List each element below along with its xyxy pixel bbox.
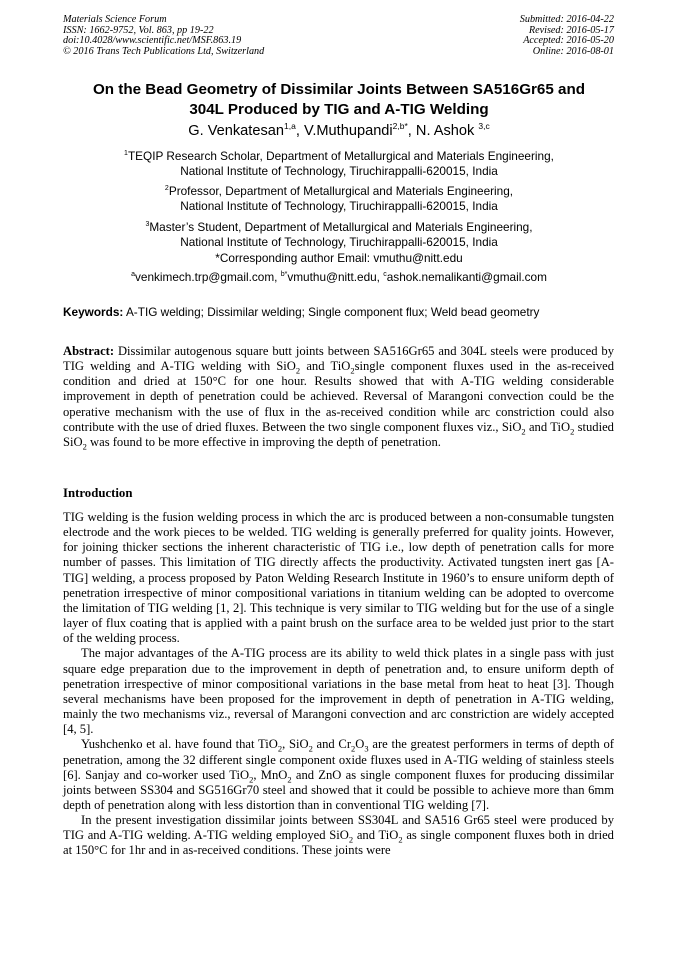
doi-line: doi:10.4028/www.scientific.net/MSF.863.19	[63, 35, 242, 47]
subscript: 2	[521, 426, 526, 437]
abstract-text: and TiO	[300, 359, 351, 374]
affiliation-number: 1	[124, 150, 128, 158]
paragraph-text: In the present investigation dissimilar joints between SS304L and SA516 Gr65 steel were produced by TIG and A-TIG welding. A-TIG welding employed SiO	[63, 813, 614, 843]
keywords	[63, 305, 623, 320]
paragraph	[63, 737, 614, 813]
paragraph-text: , MnO	[253, 767, 288, 782]
author-sup: 1,a	[284, 121, 296, 132]
subscript: 2	[398, 834, 403, 845]
email-text: ashok.nemalikanti@gmail.com	[386, 270, 547, 284]
affiliation-line: National Institute of Technology, Tiruchirappalli-620015, India	[180, 199, 498, 214]
journal-name: Materials Science Forum	[63, 14, 167, 25]
email-sup: a	[131, 271, 135, 279]
section-heading-introduction: Introduction	[63, 486, 133, 500]
abstract-text: and TiO	[525, 419, 571, 434]
author-separator: ,	[407, 123, 416, 139]
subscript: 2	[277, 743, 283, 754]
copyright-line: © 2016 Trans Tech Publications Ltd, Switzerland	[63, 45, 265, 57]
subscript: 2	[351, 743, 356, 754]
affiliation-line	[40, 184, 638, 199]
abstract-text: studied SiO	[63, 419, 614, 449]
abstract-text: Dissimilar autogenous square butt joints between SA516Gr65 and 304L steels were produced by TIG welding and A-TIG welding with SiO	[63, 344, 614, 374]
author-separator: ,	[295, 123, 304, 139]
author-emails	[40, 270, 638, 285]
abstract	[63, 344, 614, 450]
subscript: 2	[350, 365, 355, 376]
affiliation-1	[40, 149, 638, 180]
subscript: 2	[308, 743, 313, 754]
paragraph-text: and Cr	[312, 737, 352, 752]
author-sup: 2,b*	[392, 121, 408, 132]
affiliation-text: Professor, Department of Metallurgical and Materials Engineering,	[168, 184, 514, 198]
paragraph-text: and TiO	[353, 828, 399, 843]
online-date: Online: 2016-08-01	[532, 45, 614, 57]
revised-date: Revised: 2016-05-17	[528, 24, 614, 36]
journal-info	[63, 15, 264, 57]
abstract-label: Abstract:	[63, 344, 115, 358]
title-line-1: On the Bead Geometry of Dissimilar Joints Between SA516Gr65 and	[92, 81, 586, 98]
affiliation-line	[40, 220, 638, 235]
author-name: N. Ashok	[415, 123, 479, 139]
corresponding-author: *Corresponding author Email: vmuthu@nitt.edu	[215, 250, 463, 265]
paragraph-text: , SiO	[282, 737, 309, 752]
affiliation-text: TEQIP Research Scholar, Department of Metallurgical and Materials Engineering,	[127, 149, 554, 163]
subscript: 2	[82, 441, 87, 452]
subscript: 2	[249, 774, 254, 785]
paragraph-text: Yushchenko et al. have found that TiO	[81, 737, 278, 752]
paragraph-text: O	[355, 737, 365, 752]
email-text: vmuthu@nitt.edu,	[287, 270, 384, 284]
subscript: 2	[570, 426, 575, 437]
affiliation-text: Master’s Student, Department of Metallurgical and Materials Engineering,	[149, 220, 533, 234]
paragraph: The major advantages of the A-TIG process are its ability to weld thick plates in a single pass with just square edge preparation due to the improvement in depth of penetration and, to ensure uniform depth of penetration irrespective of minor compositional variations in the base metal from heat to heat [3]. Though several mechanisms have been proposed for the improvement in depth of penetration in A-TIG welding, mainly the two mechanisms viz., reversal of Marangoni convection and arc constriction are widely accepted [4, 5].	[63, 646, 614, 737]
paragraph-text: as single component fluxes both in dried at 150°C for 1hr and in as-received conditions. These joints were	[63, 828, 614, 858]
abstract-text: single component fluxes used in the as-received condition and dried at 150°C for one hour. Results showed that with A-TIG welding considerable improvement in depth of penetration could be achieved. Reversal of Marangoni convection could be the operative mechanism with the use of flux in the as-received condition while arc constriction could also contribute with the use of dried fluxes. Between the two single component fluxes viz., SiO	[63, 359, 615, 434]
accepted-date: Accepted: 2016-05-20	[523, 35, 614, 47]
submission-dates	[520, 15, 614, 57]
affiliation-line: National Institute of Technology, Tiruchirappalli-620015, India	[180, 164, 498, 179]
issn-line: ISSN: 1662-9752, Vol. 863, pp 19-22	[63, 24, 214, 36]
subscript: 3	[364, 743, 369, 754]
paragraph-text: are the greatest performers in terms of depth of penetration, among the 32 different single component oxide fluxes used in A-TIG welding of stainless steels [6]. Sanjay and co-worker used TiO	[63, 737, 614, 782]
paper-title	[40, 80, 638, 119]
subscript: 2	[287, 774, 292, 785]
affiliation-number: 3	[145, 221, 150, 229]
paragraph-text: and ZnO as single component fluxes for producing dissimilar joints between SS304 and SG516Gr70 steel and showed that it could be possible to achieve more than 6mm depth of penetration along with less distortion than in conventional TIG welding [7].	[63, 767, 614, 812]
email-sup: b*	[280, 271, 288, 279]
author-list	[40, 122, 638, 140]
affiliation-3	[40, 220, 638, 266]
affiliation-2	[40, 184, 638, 215]
abstract-text: was found to be more effective in improving the depth of penetration.	[86, 434, 441, 449]
author-name: G. Venkatesan	[188, 123, 285, 139]
paragraph: TIG welding is the fusion welding process in which the arc is produced between a non-consumable tungsten electrode and the work pieces to be welded. TIG welding is generally preferred for quality joints. However, for joining thicker sections the inherent characteristic of TIG i.e., low depth of penetration calls for more number of passes. This limitation of TIG directly affects the productivity. Activated tungsten inert gas [A-TIG] welding, a process proposed by Paton Welding Research Institute in 1960’s to ensure uniform depth of penetration irrespective of minor compositional variations in titanium welding can be adopted to overcome the limitation of TIG welding [1, 2]. This technique is very similar to TIG welding but for the use of a single layer of flux coating that is applied with a paint brush on the surface area to be welded just prior to the start of the welding process.	[63, 510, 614, 646]
keywords-label: Keywords:	[63, 305, 124, 319]
author-sup: 3,c	[478, 121, 490, 132]
affiliation-line: National Institute of Technology, Tiruchirappalli-620015, India	[180, 235, 498, 250]
title-line-2: 304L Produced by TIG and A-TIG Welding	[189, 100, 489, 118]
keywords-text: A-TIG welding; Dissimilar welding; Single component flux; Weld bead geometry	[123, 305, 540, 319]
affiliation-line	[40, 149, 638, 164]
author-name: V.Muthupandi	[303, 123, 393, 139]
introduction-body	[63, 510, 614, 859]
submitted-date: Submitted: 2016-04-22	[519, 14, 614, 25]
subscript: 2	[348, 834, 354, 845]
paragraph	[63, 813, 614, 858]
affiliation-number: 2	[164, 185, 169, 193]
email-text: venkimech.trp@gmail.com,	[134, 270, 281, 284]
subscript: 2	[295, 365, 301, 376]
email-sup: c	[383, 271, 387, 279]
